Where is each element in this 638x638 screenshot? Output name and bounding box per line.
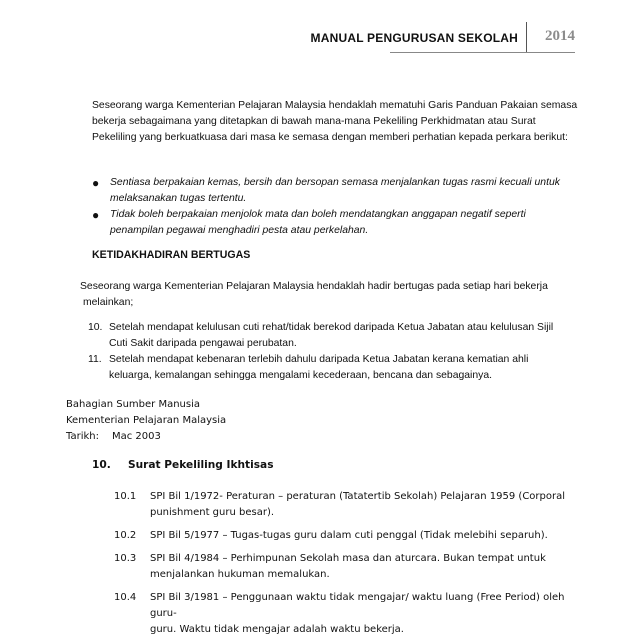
intro-line: bekerja sebagaimana yang ditetapkan di bawah mana-mana Pekeliling Perkhidmatan atau Surat: [92, 116, 536, 127]
list-item: [114, 551, 594, 583]
intro-paragraph: [92, 98, 583, 146]
bullet-line: Tidak boleh berpakaian menjolok mata dan boleh mendatangkan anggapan negatif seperti: [110, 209, 526, 220]
item-number: 10.4: [114, 592, 137, 603]
list-item: [114, 489, 594, 521]
bullet-item: [92, 207, 583, 239]
bullet-list: [92, 175, 583, 239]
list-item: [88, 352, 583, 384]
item-line: SPI Bil 1/1972- Peraturan – peraturan (Tatatertib Sekolah) Pelajaran 1959 (Corporal: [150, 491, 566, 502]
signature-ministry: Kementerian Pelajaran Malaysia: [66, 415, 227, 426]
bullet-line: penampilan pegawai menghadiri pesta atau perkelahan.: [110, 225, 369, 236]
section-10-list: [114, 489, 594, 638]
bullet-line: melaksanakan tugas tertentu.: [110, 193, 247, 204]
item-line: SPI Bil 5/1977 – Tugas-tugas guru dalam cuti penggal (Tidak melebihi separuh).: [150, 530, 548, 541]
list-line: Setelah mendapat kelulusan cuti rehat/tidak berekod daripada Ketua Jabatan atau kelulusan Sijil: [109, 322, 554, 333]
list-number: 10.: [88, 322, 103, 333]
list-line: keluarga, kemalangan sehingga mengalami kecederaan, bencana dan sebagainya.: [109, 370, 492, 381]
list-line: Cuti Sakit daripada pengawai perubatan.: [109, 338, 297, 349]
signature-date: [66, 429, 226, 445]
item-line: guru. Waktu tidak mengajar adalah waktu bekerja.: [150, 624, 404, 635]
header-underline: [390, 52, 575, 53]
item-number: 10.2: [114, 530, 137, 541]
item-line: SPI Bil 4/1984 – Perhimpunan Sekolah masa dan aturcara. Bukan tempat untuk: [150, 553, 546, 564]
date-value: Mac 2003: [112, 431, 161, 442]
date-label: Tarikh:: [66, 431, 99, 442]
bullet-icon: ●: [92, 176, 100, 190]
paragraph-line: melainkan;: [83, 297, 134, 308]
item-number: 10.3: [114, 553, 137, 564]
bullet-item: [92, 175, 583, 207]
header-title: MANUAL PENGURUSAN SEKOLAH: [310, 31, 518, 45]
bullet-line: Sentiasa berpakaian kemas, bersih dan bersopan semasa menjalankan tugas rasmi kecuali untuk: [110, 177, 560, 188]
section-heading-ketidakhadiran: KETIDAKHADIRAN BERTUGAS: [92, 249, 251, 261]
ketidakhadiran-paragraph: [80, 279, 583, 311]
list-item: [88, 320, 583, 352]
list-item: [114, 590, 594, 638]
header-divider: [526, 22, 527, 52]
header-year: 2014: [545, 28, 575, 44]
ketidakhadiran-list: [88, 320, 583, 384]
item-number: 10.1: [114, 491, 137, 502]
item-line: SPI Bil 3/1981 – Penggunaan waktu tidak mengajar/ waktu luang (Free Period) oleh guru-: [150, 592, 565, 619]
section-10-heading: [92, 459, 274, 471]
intro-line: Pekeliling yang berkuatkuasa dari masa ke semasa dengan memberi perhatian kepada perkara berikut:: [92, 132, 568, 143]
section-number: 10.: [92, 459, 111, 471]
signature-department: Bahagian Sumber Manusia: [66, 399, 200, 410]
list-number: 11.: [88, 354, 102, 365]
section-title: Surat Pekeliling Ikhtisas: [128, 459, 274, 471]
bullet-icon: ●: [92, 208, 100, 222]
intro-line: Seseorang warga Kementerian Pelajaran Malaysia hendaklah mematuhi Garis Panduan Pakaian semasa: [92, 100, 578, 111]
item-line: menjalankan hukuman memalukan.: [150, 569, 330, 580]
signature-block: [66, 397, 226, 445]
item-line: punishment guru besar).: [150, 507, 275, 518]
list-item: [114, 528, 594, 544]
page-header: [0, 22, 638, 52]
paragraph-line: Seseorang warga Kementerian Pelajaran Malaysia hendaklah hadir bertugas pada setiap hari bekerja: [80, 281, 548, 292]
list-line: Setelah mendapat kebenaran terlebih dahulu daripada Ketua Jabatan kerana kematian ahli: [109, 354, 529, 365]
